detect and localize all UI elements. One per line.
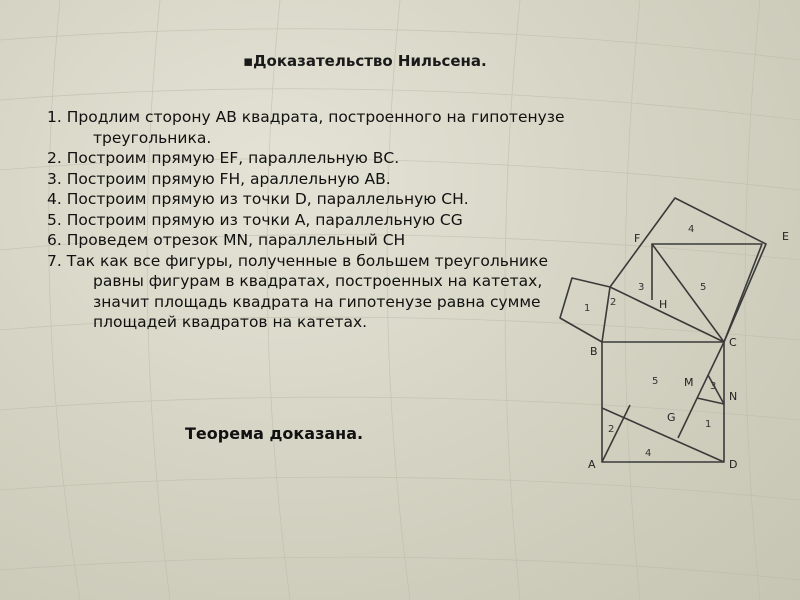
label-g: G: [667, 411, 676, 424]
label-n: N: [729, 390, 738, 403]
slide-title: [243, 52, 487, 70]
conclusion-text: Теорема доказана.: [185, 424, 364, 443]
piece-3-top: 3: [638, 282, 645, 293]
step-3: 3. Построим прямую FH, араллельную АВ.: [47, 169, 391, 188]
step-7: 7. Так как все фигуры, полученные в большем треугольнике равны фигурам в квадратах, построенных на катетах, значит площадь квадрата на гипотенузе равна сумме площадей квадратов на катетах.: [47, 251, 549, 331]
pythagoras-diagram: [548, 190, 800, 480]
label-e: E: [782, 230, 789, 243]
step-2: 2. Построим прямую EF, параллельную ВС.: [47, 149, 400, 167]
piece-4-top: 4: [688, 224, 695, 235]
piece-3-square: 3: [710, 381, 717, 392]
piece-2-left: 2: [610, 297, 617, 308]
step-4: 4. Построим прямую из точки D, параллельную СН.: [47, 190, 469, 208]
label-b: B: [590, 345, 598, 358]
step-6: 6. Проведем отрезок MN, параллельный СН: [47, 231, 406, 249]
piece-4-square: 4: [645, 448, 652, 459]
label-c: C: [729, 336, 737, 349]
label-d: D: [729, 458, 738, 471]
leg-square-large: [610, 198, 766, 342]
label-a: A: [588, 458, 596, 471]
step-5: 5. Построим прямую из точки А, параллельную CG: [47, 210, 463, 229]
line-dg: [602, 408, 724, 462]
piece-1-left: 1: [584, 303, 591, 314]
label-f: F: [634, 232, 641, 245]
title-text: Доказательство Нильсена.: [253, 52, 487, 70]
label-h: H: [659, 298, 668, 311]
piece-2-square: 2: [608, 424, 615, 435]
label-m: M: [684, 376, 694, 389]
hypotenuse-square: [602, 342, 724, 462]
step-1: 1. Продлим сторону АВ квадрата, построенного на гипотенузе треугольника.: [47, 108, 565, 147]
steps-list: [47, 107, 567, 333]
piece-5-top: 5: [700, 282, 707, 293]
piece-1-square: 1: [705, 419, 712, 430]
piece-5-square: 5: [652, 376, 659, 387]
line-n: [697, 398, 724, 404]
title-bullet: ▪: [243, 52, 254, 70]
